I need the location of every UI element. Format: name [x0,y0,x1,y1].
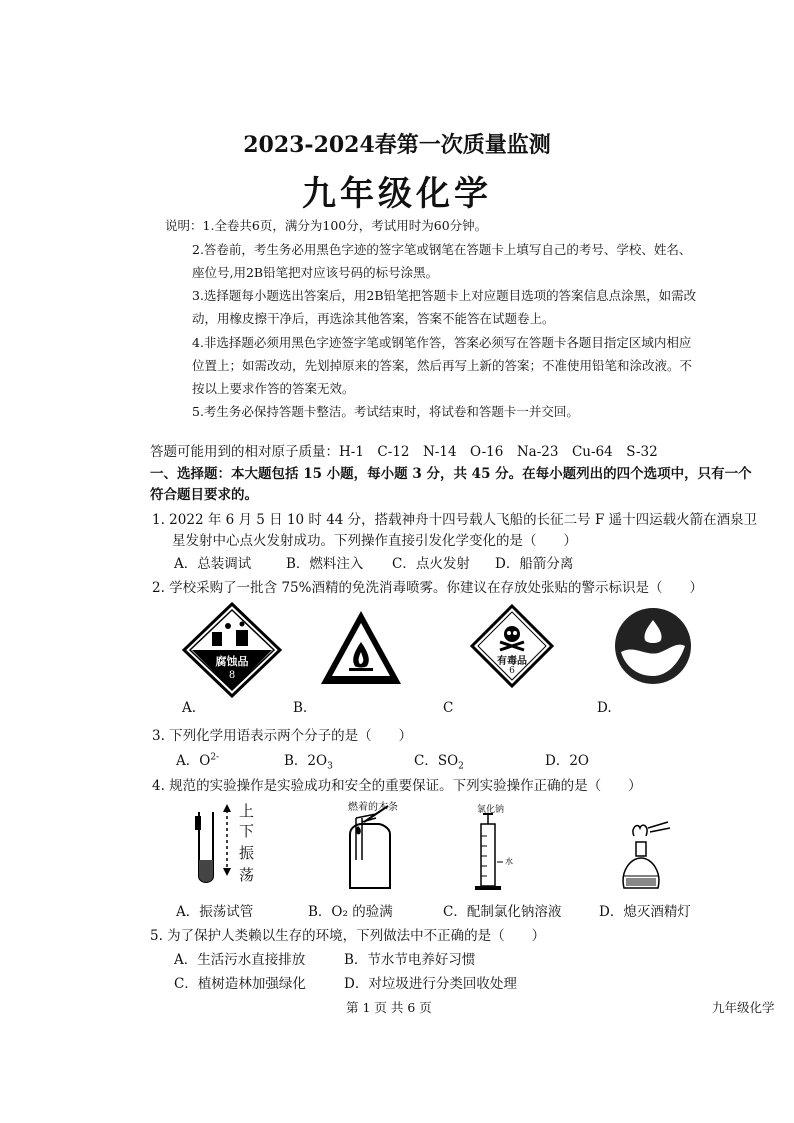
q1-option-d: D．船箭分离 [495,556,574,572]
question-4-stem: 4. 规范的实验操作是实验成功和安全的重要保证。下列实验操作正确的是（ ） [152,778,642,794]
toxic-sign-icon [470,604,554,688]
subject-title: 九年级化学 [302,174,492,214]
question-3-stem: 3. 下列化学用语表示两个分子的是（ ） [152,728,413,744]
svg-text:水: 水 [505,857,513,866]
q2-option-c: C [443,700,454,716]
shake-char-zhen: 振 [239,844,255,862]
instruction-line: 3.选择题每小题选出答案后，用2B铅笔把答题卡上对应题目选项的答案信息点涂黑，如需改 [192,288,697,303]
question-1-stem-cont: 星发射中心点火发射成功。下列操作直接引发化学变化的是（ ） [172,533,577,549]
instruction-line: 4.非选择题必须用黑色字迹签字笔或钢笔作答，答案必须写在答题卡各题目指定区域内相应 [192,335,692,350]
section-heading: 一、选择题：本大题包括 15 小题，每小题 3 分，共 45 分。在每小题列出的四个选项中，只有一个 [150,466,752,482]
shake-char-up: 上 [239,802,255,820]
instruction-line: 座位号,用2B铅笔把对应该号码的标号涂黑。 [192,265,439,280]
q3-option-a-label: A．O [176,753,211,769]
burning-stick-label: 燃着的木条 [348,802,398,813]
q3-option-b [284,749,333,772]
oxygen-check-icon [334,800,424,892]
q2-option-b: B. [293,700,308,716]
question-5-stem: 5. 为了保护人类赖以生存的环境，下列做法中不正确的是（ ） [150,928,546,944]
page-number: 第 1 页 共 6 页 [346,1000,432,1015]
q5-option-d: D．对垃圾进行分类回收处理 [344,976,517,992]
q4-option-b: B．O₂ 的验满 [308,904,393,920]
instruction-line: 说明：1.全卷共6页，满分为100分，考试用时为60分钟。 [165,218,488,233]
alcohol-lamp-icon [610,818,680,892]
q3-option-b-subscript: 3 [327,761,333,772]
instruction-line: 位置上；如需改动，先划掉原来的答案，然后再写上新的答案；不准使用铅笔和涂改液。不 [192,358,693,373]
q1-option-b: B．燃料注入 [286,556,364,572]
measuring-cylinder-icon [465,806,545,892]
toxic-label: 有毒品 [497,656,527,667]
exam-title: 2023-2024春第一次质量监测 [243,132,551,158]
section-heading-cont: 符合题目要求的。 [150,487,258,503]
instruction-line: 5.考生务必保持答题卡整洁。考试结束时，将试卷和答题卡一并交回。 [192,404,579,419]
q5-option-a: A．生活污水直接排放 [174,952,306,968]
shake-char-down: 下 [239,822,255,840]
corrosive-class-number: 8 [228,670,236,681]
q3-option-a-charge: 2- [210,752,220,763]
q5-option-b: B．节水节电养好习惯 [344,952,476,968]
test-tube-shaking-icon [185,800,275,892]
toxic-class-number: 6 [509,666,515,676]
q2-option-d: D. [597,700,612,716]
water-saving-sign-icon [613,606,693,686]
corrosive-label: 腐蚀品 [215,655,249,668]
q3-option-c [414,749,464,772]
atomic-masses: 答题可能用到的相对原子质量：H-1 C-12 N-14 O-16 Na-23 Cu-64 S-32 [150,444,658,460]
corrosive-sign-icon [182,602,282,698]
footer-subject: 九年级化学 [712,1000,775,1015]
instruction-line: 动，用橡皮擦干净后，再选涂其他答案，答案不能答在试题卷上。 [192,311,555,326]
q2-option-a: A. [182,700,197,716]
instruction-line: 按以上要求作答的答案无效。 [192,381,355,396]
shake-char-dang: 荡 [239,866,255,884]
q3-option-c-label: C．SO [414,753,459,769]
sodium-chloride-label: 氯化钠 [477,805,505,815]
q1-option-c: C．点火发射 [392,556,470,572]
q3-option-d: D．2O [545,753,589,769]
q4-option-a: A．振荡试管 [176,904,254,920]
instruction-line: 2.答卷前，考生务必用黑色字迹的签字笔或钢笔在答题卡上填写自己的考号、学校、姓名、 [192,242,692,257]
q4-option-c: C．配制氯化钠溶液 [443,904,562,920]
question-2-stem: 2. 学校采购了一批含 75%酒精的免洗消毒喷雾。你建议在存放处张贴的警示标识是（ ） [152,580,703,596]
question-1-stem: 1. 2022 年 6 月 5 日 10 时 44 分，搭载神舟十四号载人飞船的长征二号 F 遥十四运载火箭在酒泉卫 [152,512,758,528]
q4-option-d: D．熄灭酒精灯 [599,904,691,920]
q1-option-a: A．总装调试 [174,556,252,572]
flammable-sign-icon [318,608,404,688]
q5-option-c: C．植树造林加强绿化 [174,976,306,992]
q3-option-b-label: B．2O [284,753,328,769]
q3-option-a [176,749,219,769]
q3-option-c-subscript: 2 [458,761,464,772]
